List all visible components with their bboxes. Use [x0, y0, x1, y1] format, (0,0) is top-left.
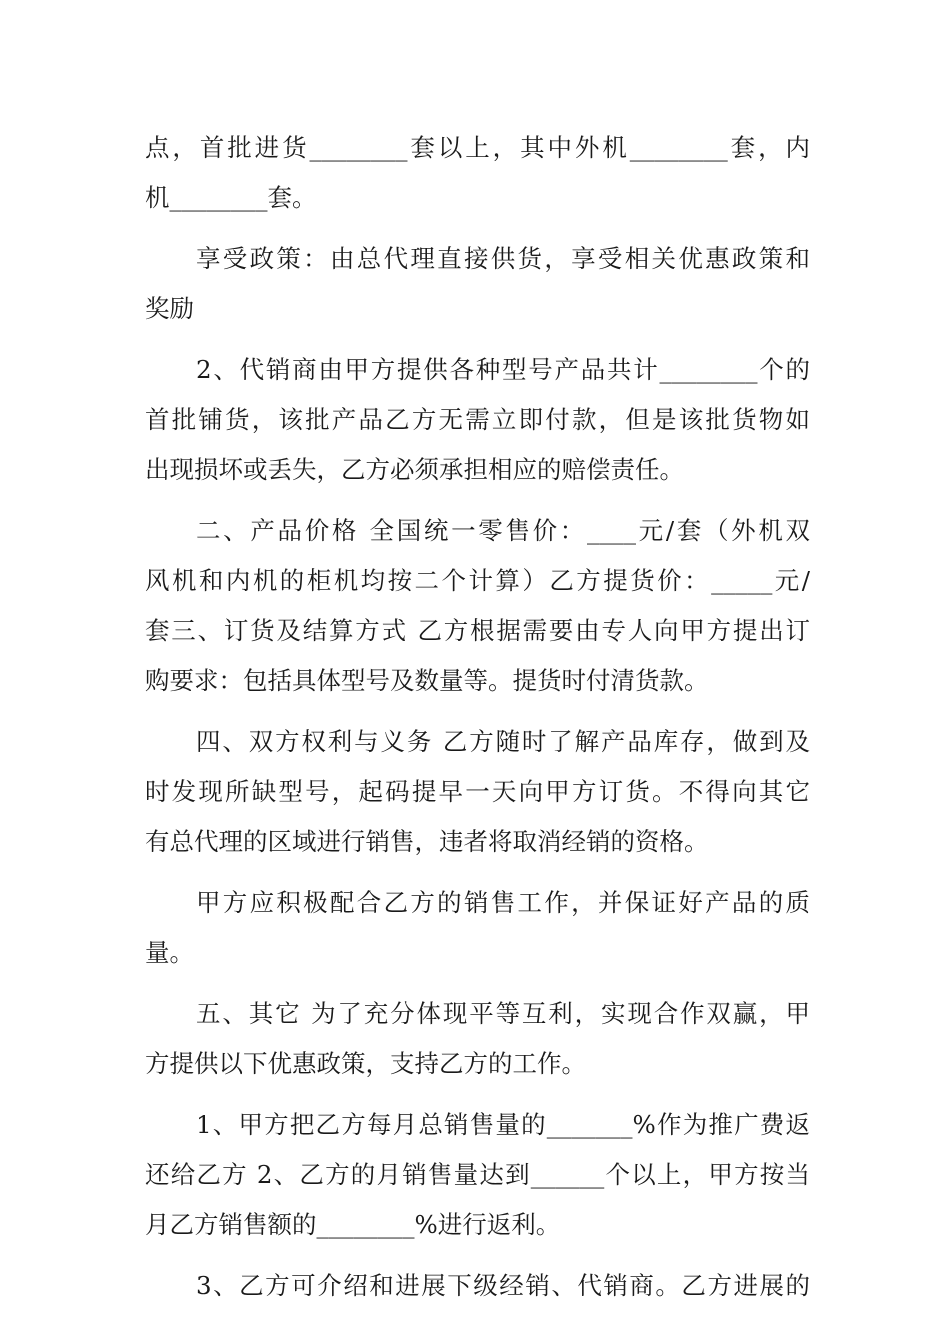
paragraph-pricing [145, 506, 810, 706]
text-line: 出现损坏或丢失，乙方必须承担相应的赔偿责任。 [145, 455, 684, 484]
text-line: 首批铺货，该批产品乙方无需立即付款，但是该批货物如 [145, 405, 810, 434]
paragraph-other [145, 989, 810, 1089]
paragraph-first-batch [145, 123, 810, 223]
document-page [145, 123, 810, 1322]
paragraph-distributors [145, 1261, 810, 1311]
text-line: 月乙方销售额的________%进行返利。 [145, 1210, 561, 1239]
text-line: 风机和内机的柜机均按二个计算）乙方提货价：_____元/ [145, 566, 810, 595]
text-line: 有总代理的区域进行销售，违者将取消经销的资格。 [145, 827, 709, 856]
text-line: 3、乙方可介绍和进展下级经销、代销商。乙方进展的 [196, 1271, 810, 1300]
text-line: 点，首批进货________套以上，其中外机________套，内 [145, 133, 810, 162]
text-line: 甲方应积极配合乙方的销售工作，并保证好产品的质 [196, 888, 810, 917]
text-line: 四、双方权利与义务 乙方随时了解产品库存，做到及 [196, 727, 810, 756]
paragraph-cooperation [145, 878, 810, 978]
text-line: 量。 [145, 938, 194, 967]
text-line: 1、甲方把乙方每月总销售量的_______%作为推广费返 [196, 1110, 810, 1139]
text-line: 还给乙方 2、乙方的月销售量达到______个以上，甲方按当 [145, 1160, 810, 1189]
text-line: 方提供以下优惠政策，支持乙方的工作。 [145, 1049, 586, 1078]
text-line: 2、代销商由甲方提供各种型号产品共计________个的 [196, 355, 810, 384]
text-line: 套三、订货及结算方式 乙方根据需要由专人向甲方提出订 [145, 616, 810, 645]
paragraph-policy [145, 234, 810, 334]
text-line: 奖励 [145, 294, 194, 323]
text-line: 购要求：包括具体型号及数量等。提货时付清货款。 [145, 666, 709, 695]
text-line: 时发现所缺型号，起码提早一天向甲方订货。不得向其它 [145, 777, 810, 806]
paragraph-rebate [145, 1100, 810, 1250]
text-line: 二、产品价格 全国统一零售价：____元/套（外机双 [196, 516, 810, 545]
text-line: 机________套。 [145, 183, 317, 212]
paragraph-rights [145, 717, 810, 867]
text-line: 五、其它 为了充分体现平等互利，实现合作双赢，甲 [196, 999, 810, 1028]
text-line: 享受政策：由总代理直接供货，享受相关优惠政策和 [196, 244, 810, 273]
paragraph-consignment [145, 345, 810, 495]
